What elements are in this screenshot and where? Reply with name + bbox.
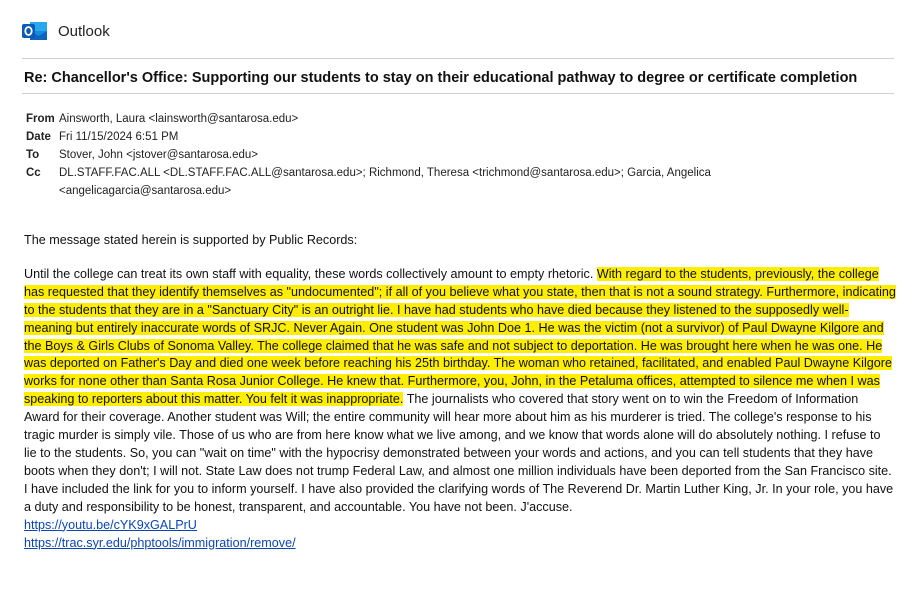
subject-divider [22,93,894,94]
date-row [26,128,759,146]
trac-link[interactable]: https://trac.syr.edu/phptools/immigration/remove/ [24,535,296,550]
cc-row [26,164,759,200]
from-value[interactable]: Ainsworth, Laura <lainsworth@santarosa.edu> [59,113,299,125]
cc-value[interactable]: DL.STAFF.FAC.ALL <DL.STAFF.FAC.ALL@santarosa.edu>; Richmond, Theresa <trichmond@santarosa.edu>; Garcia, Angelica <angelicagarcia@santarosa.edu> [59,167,711,197]
body-text-plain-continued: The journalists who covered that story went on to win the Freedom of Information Award for their coverage. Another student was Will; the entire community will hear more about him as his murderer is tried. The college's response to his tragic murder is simply vile. Those of us who are from here know what we live among, and we know that words alone will do absolutely nothing. I refuse to lie to the students. So, you can "wait on time" with the hypocrisy demonstrated between your words and actions, and you can tell students that they have boots when they don't; I will not. State Law does not trump Federal Law, and almost one million individuals have been deported from the San Francisco site. I have included the link for you to inform yourself. I have also provided the clarifying words of The Reverend Dr. Martin Luther King, Jr. In your role, you have a duty and responsibility to be honest, transparent, and accountable. You have not been. J'accuse. [24,392,894,514]
body-intro: The message stated herein is supported by Public Records: [24,233,358,247]
email-subject: Re: Chancellor's Office: Supporting our students to stay on their educational pathway to degree or certificate completion [24,70,858,86]
header-divider [22,58,894,59]
youtube-link[interactable]: https://youtu.be/cYK9xGALPrU [24,517,197,532]
body-paragraph [24,266,896,517]
to-value[interactable]: Stover, John <jstover@santarosa.edu> [59,149,258,161]
from-label: From [26,113,55,125]
from-row [26,110,759,128]
app-title: Outlook [58,22,110,40]
date-value: Fri 11/15/2024 6:51 PM [59,131,179,143]
email-metadata [26,110,759,200]
outlook-logo-icon [22,20,48,42]
to-row [26,146,759,164]
app-header [22,18,110,44]
date-label: Date [26,131,51,143]
cc-label: Cc [26,167,41,179]
body-text-plain: Until the college can treat its own staff with equality, these words collectively amount to empty rhetoric. [24,266,597,281]
to-label: To [26,149,40,161]
email-body [24,232,896,552]
body-text-highlighted: With regard to the students, previously, the college has requested that they identify themselves as "undocumented"; if all of you believe what you state, then that is not a sound strategy. Furthermore, indicating to the students that they are in a "Sanctuary City" is an outright lie. I have had students who have died because they listened to the supposedly well-meaning but entirely inaccurate words of SRJC. Never Again. One student was John Doe 1. He was the victim (not a survivor) of Paul Dwayne Kilgore and the Boys & Girls Clubs of Sonoma Valley. The college claimed that he was safe and not subject to deportation. He was brought here when he was one. He was deported on Father's Day and died one week before reaching his 25th birthday. The woman who retained, facilitated, and enabled Paul Dwayne Kilgore works for none other than Santa Rosa Junior College. He knew that. Furthermore, you, John, in the Petaluma offices, attempted to silence me when I was speaking to reporters about this matter. You felt it was inappropriate. [24,266,896,407]
